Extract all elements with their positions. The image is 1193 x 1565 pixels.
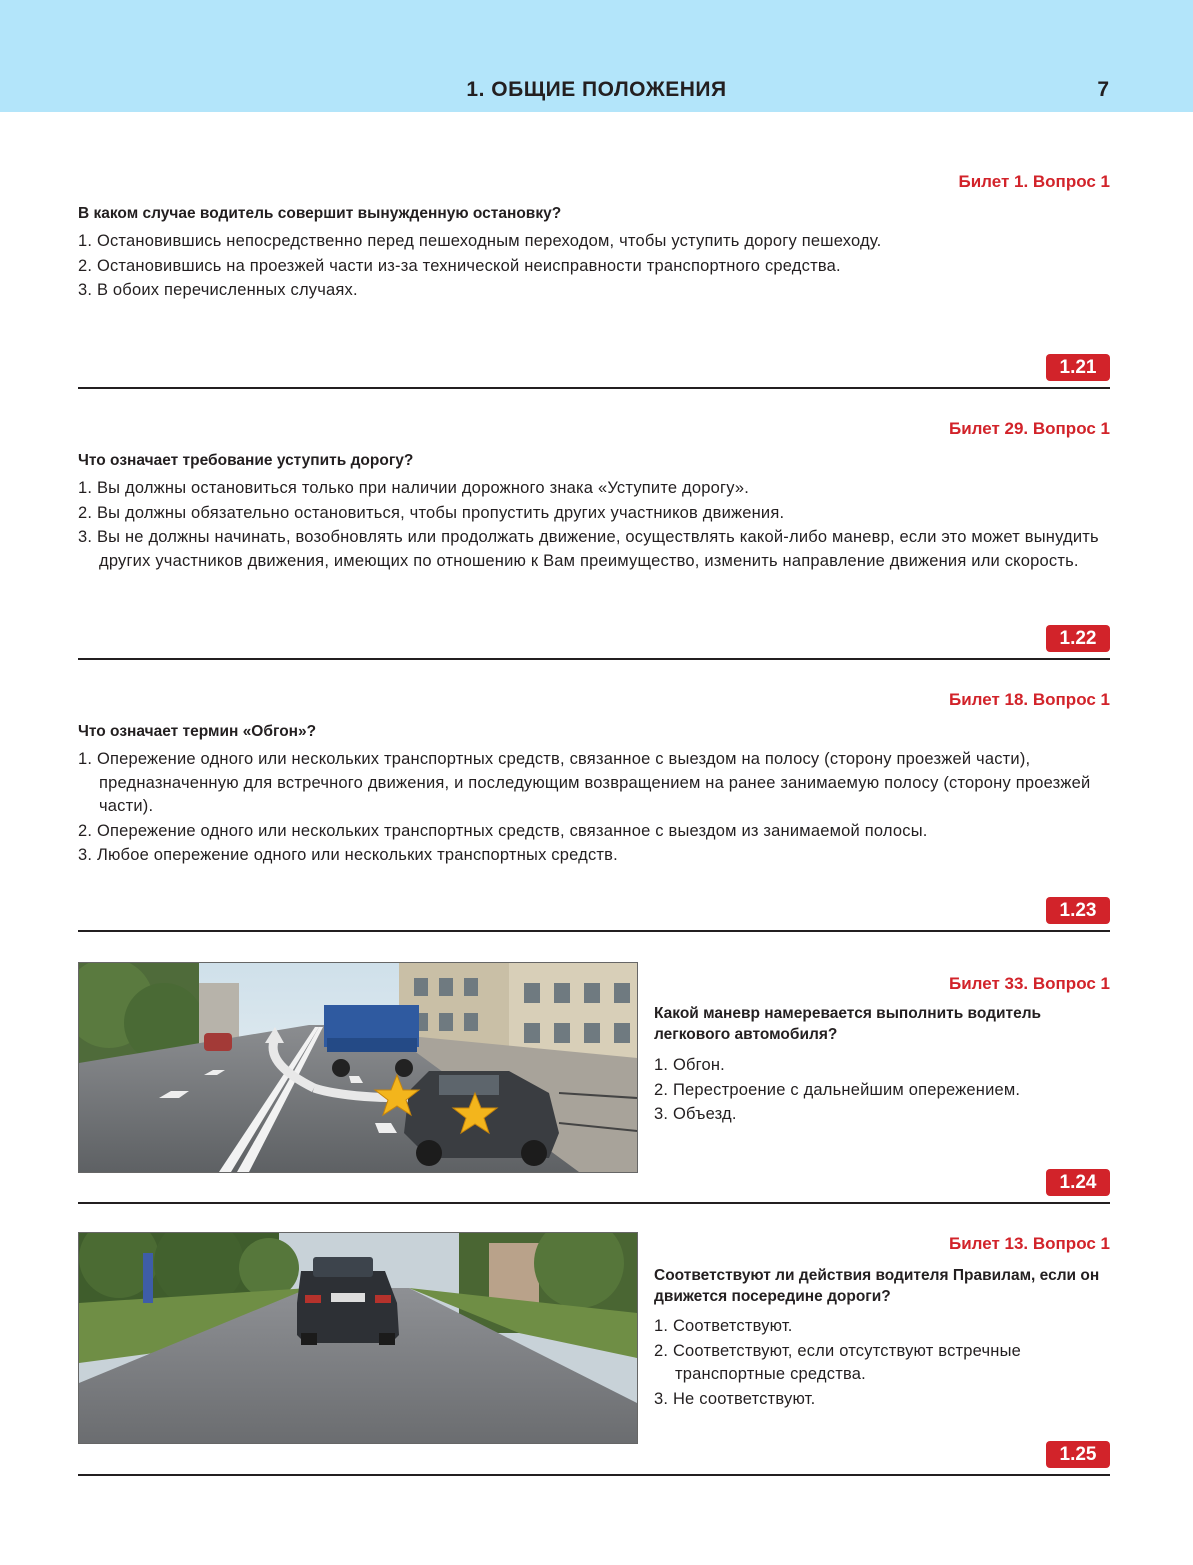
answer-list	[654, 1054, 1110, 1128]
question-number-badge: 1.25	[1046, 1441, 1110, 1468]
answer-list	[654, 1315, 1110, 1412]
question-text: Что означает термин «Обгон»?	[78, 723, 317, 740]
question-text: В каком случае водитель совершит вынужденную остановку?	[78, 205, 562, 222]
question-block-1-22	[78, 417, 1110, 663]
answer-option: 3. Вы не должны начинать, возобновлять или продолжать движение, осуществлять какой-либо маневр, если это может вынудить других участников движения, имеющих по отношению к Вам преимущество, изменить направление движения или скорость.	[78, 528, 1099, 570]
answer-list	[78, 230, 1110, 304]
question-block-1-21	[78, 170, 1110, 392]
question-text: Что означает требование уступить дорогу?	[78, 452, 414, 469]
section-divider	[78, 658, 1110, 660]
question-text: Какой маневр намеревается выполнить водитель легкового автомобиля?	[654, 1005, 1042, 1043]
question-number-badge: 1.23	[1046, 897, 1110, 924]
answer-option: 2. Соответствуют, если отсутствуют встречные транспортные средства.	[654, 1341, 1022, 1383]
answer-option: 1. Опережение одного или нескольких транспортных средств, связанное с выездом на полосу (сторону проезжей части), предназначенную для встречного движения, и последующим возвращением на ранее занимаемую полосу (сторону проезжей части).	[78, 750, 1091, 815]
answer-option: 2. Перестроение с дальнейшим опережением.	[654, 1080, 1021, 1099]
ticket-label: Билет 18. Вопрос 1	[949, 690, 1110, 709]
answer-list	[78, 748, 1110, 869]
answer-option: 1. Остановившись непосредственно перед пешеходным переходом, чтобы уступить дорогу пешеходу.	[78, 232, 882, 250]
question-number-badge: 1.21	[1046, 354, 1110, 381]
section-divider	[78, 1202, 1110, 1204]
section-divider	[78, 1474, 1110, 1476]
answer-list	[78, 477, 1110, 574]
question-block-1-23	[78, 688, 1110, 934]
answer-option: 2. Вы должны обязательно остановиться, чтобы пропустить других участников движения.	[78, 503, 785, 522]
question-side-panel	[654, 1232, 1110, 1478]
answer-option: 3. Любое опережение одного или нескольких транспортных средств.	[78, 846, 618, 864]
chapter-title: 1. ОБЩИЕ ПОЛОЖЕНИЯ	[466, 78, 727, 101]
answer-option: 3. Объезд.	[654, 1105, 737, 1123]
overtaking-road-illustration	[78, 962, 638, 1173]
answer-option: 2. Опережение одного или нескольких транспортных средств, связанное с выездом из занимаемой полосы.	[78, 821, 928, 840]
ticket-label: Билет 1. Вопрос 1	[958, 172, 1110, 191]
page-header	[0, 0, 1193, 112]
answer-option: 1. Соответствуют.	[654, 1317, 793, 1335]
question-block-1-25	[78, 1232, 1110, 1478]
answer-option: 1. Вы должны остановиться только при наличии дорожного знака «Уступите дорогу».	[78, 479, 750, 497]
road-rear-view-illustration	[78, 1232, 638, 1444]
answer-option: 2. Остановившись на проезжей части из-за технической неисправности транспортного средства.	[78, 256, 841, 275]
answer-option: 3. Не соответствуют.	[654, 1389, 816, 1408]
page-number: 7	[1097, 78, 1109, 101]
question-number-badge: 1.22	[1046, 625, 1110, 652]
ticket-label: Билет 29. Вопрос 1	[949, 419, 1110, 438]
ticket-label: Билет 13. Вопрос 1	[949, 1234, 1110, 1253]
ticket-label: Билет 33. Вопрос 1	[949, 974, 1110, 993]
question-block-1-24	[78, 962, 1110, 1208]
section-divider	[78, 387, 1110, 389]
question-side-panel	[654, 962, 1110, 1208]
section-divider	[78, 930, 1110, 932]
answer-option: 3. В обоих перечисленных случаях.	[78, 281, 358, 299]
question-number-badge: 1.24	[1046, 1169, 1110, 1196]
answer-option: 1. Обгон.	[654, 1056, 725, 1074]
question-text: Соответствуют ли действия водителя Правилам, если он движется посередине дороги?	[654, 1267, 1100, 1305]
